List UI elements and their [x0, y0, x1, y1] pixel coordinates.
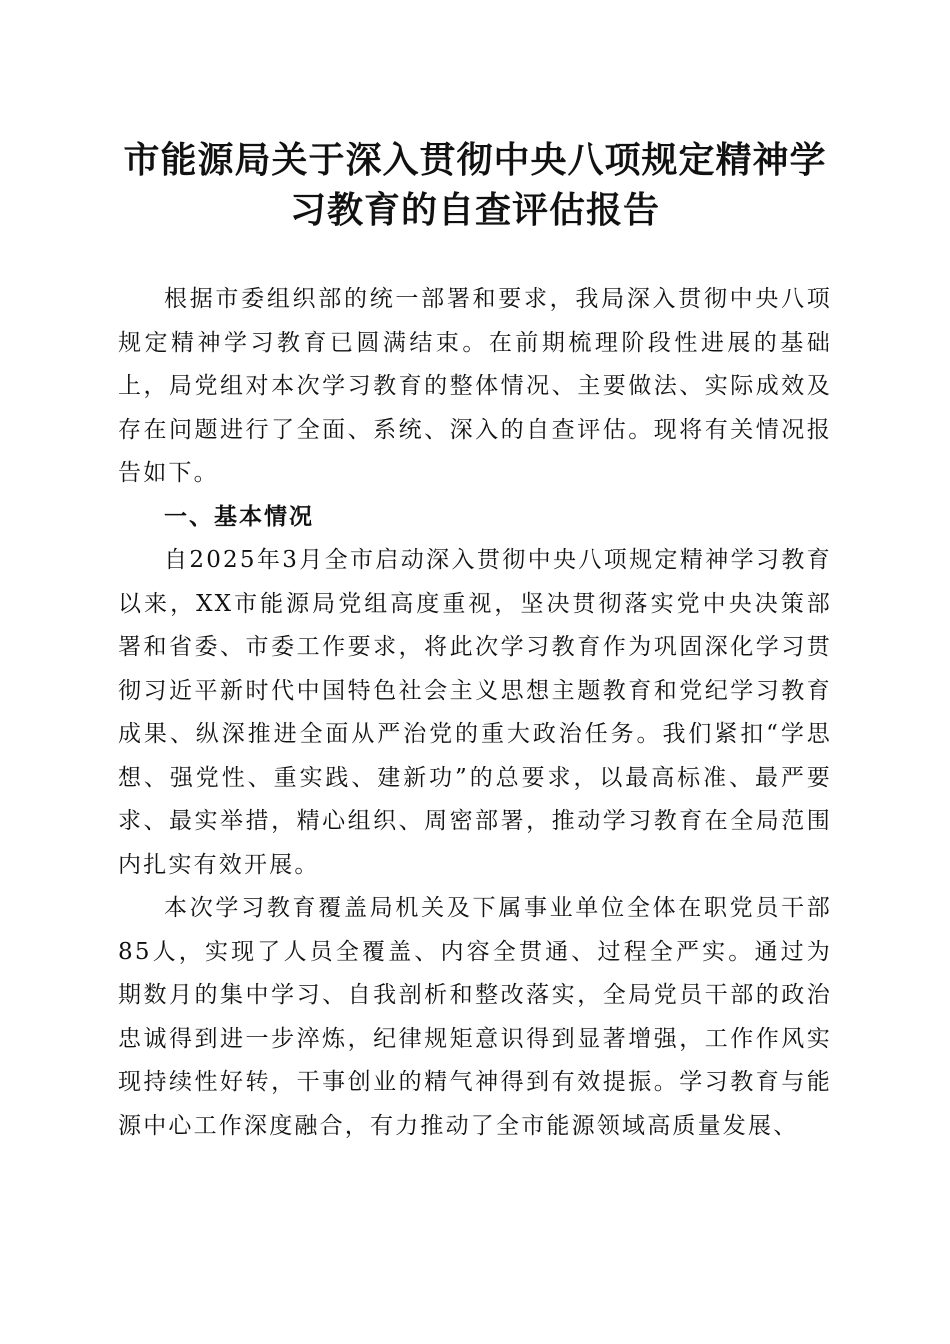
intro-paragraph: 根据市委组织部的统一部署和要求，我局深入贯彻中央八项规定精神学习教育已圆满结束。在前期梳理阶段性进展的基础上，局党组对本次学习教育的整体情况、主要做法、实际成效及存在问题进行了全面、系统、深入的自查评估。现将有关情况报告如下。: [118, 286, 832, 486]
section1-paragraph-2: 本次学习教育覆盖局机关及下属事业单位全体在职党员干部85人，实现了人员全覆盖、内容全贯通、过程全严实。通过为期数月的集中学习、自我剖析和整改落实，全局党员干部的政治忠诚得到进一步淬炼，纪律规矩意识得到显著增强，工作作风实现持续性好转，干事创业的精气神得到有效提振。学习教育与能源中心工作深度融合，有力推动了全市能源领域高质量发展、: [118, 895, 832, 1139]
document-title: 市能源局关于深入贯彻中央八项规定精神学习教育的自查评估报告: [123, 140, 827, 231]
section1-paragraph-1: 自2025年3月全市启动深入贯彻中央八项规定精神学习教育以来，XX市能源局党组高度重视，坚决贯彻落实党中央决策部署和省委、市委工作要求，将此次学习教育作为巩固深化学习贯彻习近平新时代中国特色社会主义思想主题教育和党纪学习教育成果、纵深推进全面从严治党的重大政治任务。我们紧扣“学思想、强党性、重实践、建新功”的总要求，以最高标准、最严要求、最实举措，精心组织、周密部署，推动学习教育在全局范围内扎实有效开展。: [118, 547, 832, 878]
document-body: [118, 278, 832, 1148]
section-heading-basic-situation: 一、基本情况: [164, 503, 314, 530]
